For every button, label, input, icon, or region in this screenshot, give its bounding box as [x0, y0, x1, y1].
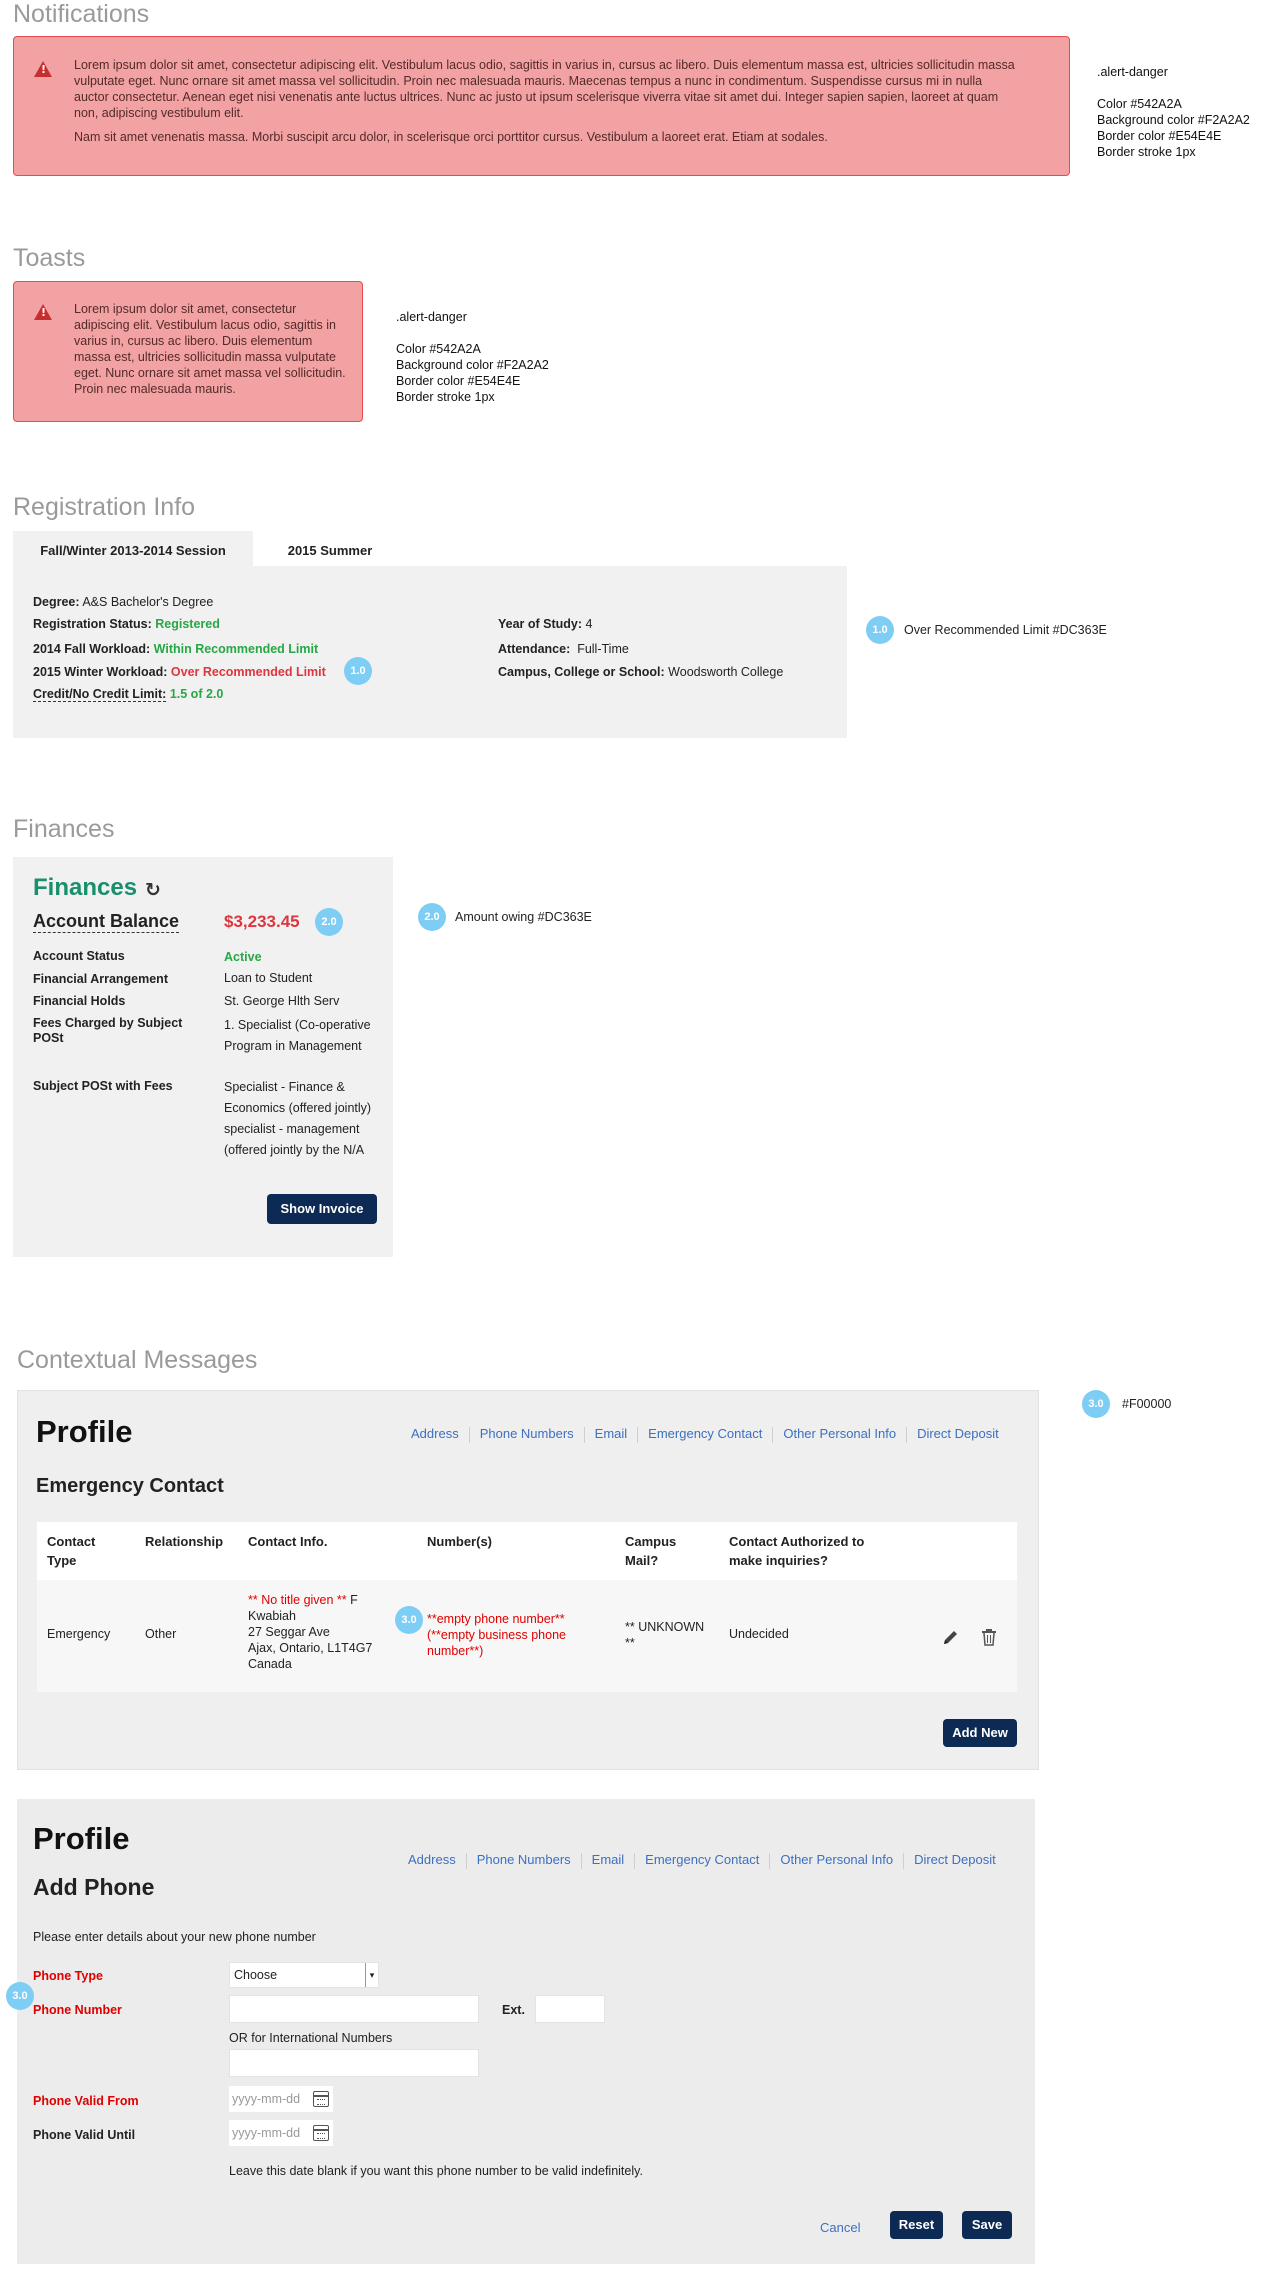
nav-direct-deposit[interactable]: Direct Deposit [917, 1426, 999, 1441]
attendance-value: Full-Time [577, 642, 629, 656]
nav-other-personal-info[interactable]: Other Personal Info [780, 1852, 894, 1867]
account-status-value: Active [224, 950, 262, 964]
emergency-contact-heading: Emergency Contact [36, 1475, 224, 1497]
tab-fall-winter[interactable]: Fall/Winter 2013-2014 Session [13, 531, 253, 567]
fall-workload-value: Within Recommended Limit [153, 642, 319, 656]
attendance-row [498, 642, 629, 656]
attendance-label: Attendance: [498, 642, 571, 656]
notification-alert [13, 36, 1070, 176]
profile-title-2: Profile [33, 1821, 130, 1856]
profile-add-phone-panel [17, 1799, 1035, 2264]
account-balance-value [224, 912, 300, 932]
toast-text: Lorem ipsum dolor sit amet, consectetur adipiscing elit. Vestibulum lacus odio, sagittis in varius in, cursus ac libero. Duis elementum massa est, ultricies sollicitudin massa vulputate eget. Nunc ornare sit amet massa vel sollicitudin. Proin nec malesuada mauris. [74, 302, 346, 396]
add-new-button[interactable]: Add New [943, 1719, 1017, 1747]
spec-border-color: Border color #E54E4E [1097, 129, 1222, 143]
fin-label-arrangement: Financial Arrangement [33, 972, 168, 986]
col-relationship: Relationship [145, 1534, 224, 1549]
status-row [33, 617, 220, 631]
badge-2-annotation: 2.0 [418, 903, 446, 931]
warning-icon [34, 304, 52, 320]
phone-type-selected: Choose [234, 1968, 278, 1982]
badge-1: 1.0 [344, 657, 372, 685]
notification-paragraph-2: Nam sit amet venenatis massa. Morbi suscipit arcu dolor, in scelerisque orci porttitor cursus. Vestibulum a laoreet erat. Etiam at sodales. [74, 130, 828, 144]
fall-workload-row [33, 642, 318, 656]
nav-email[interactable]: Email [594, 1426, 628, 1441]
spec-border-color: Border color #E54E4E [396, 374, 521, 388]
spec-border-stroke: Border stroke 1px [396, 390, 495, 404]
nav-direct-deposit[interactable]: Direct Deposit [914, 1852, 996, 1867]
spec-background: Background color #F2A2A2 [1097, 113, 1250, 127]
fin-label-subject-post: Subject POSt with Fees [33, 1079, 173, 1093]
ext-input[interactable] [535, 1995, 605, 2023]
intl-label: OR for International Numbers [229, 2031, 393, 2045]
section-title-toasts: Toasts [13, 244, 86, 272]
phone-type-select[interactable] [229, 1962, 379, 1988]
badge-3-form: 3.0 [6, 1982, 34, 2010]
nav-other-personal-info[interactable]: Other Personal Info [783, 1426, 897, 1441]
winter-workload-value: Over Recommended Limit [170, 665, 326, 679]
row-authorized: Undecided [729, 1627, 789, 1641]
fin-label-fees: Fees Charged by Subject POSt [33, 1016, 183, 1045]
nav-divider [581, 1853, 582, 1869]
spec-class-name: .alert-danger [396, 310, 467, 324]
nav-emergency-contact[interactable]: Emergency Contact [648, 1426, 763, 1441]
chevron-down-icon: ▾ [365, 1963, 378, 1987]
nav-divider [469, 1427, 470, 1443]
valid-from-label: Phone Valid From [33, 2094, 139, 2108]
save-button[interactable]: Save [962, 2211, 1012, 2239]
section-title-registration: Registration Info [13, 493, 196, 521]
add-phone-heading: Add Phone [33, 1874, 155, 1900]
nav-divider [772, 1427, 773, 1443]
badge-3-annotation: 3.0 [1082, 1390, 1110, 1418]
row-contact-type: Emergency [47, 1627, 111, 1641]
registration-annotation: Over Recommended Limit #DC363E [904, 623, 1107, 637]
fin-label-holds: Financial Holds [33, 994, 126, 1008]
fin-value-fees: 1. Specialist (Co-operative Program in Management [224, 1018, 371, 1053]
delete-icon[interactable] [981, 1628, 997, 1646]
row-campus-mail: ** UNKNOWN ** [625, 1620, 705, 1650]
finances-annotation: Amount owing #DC363E [455, 910, 592, 924]
nav-divider [466, 1853, 467, 1869]
nav-address[interactable]: Address [411, 1426, 459, 1441]
profile-title: Profile [36, 1414, 133, 1449]
spec-class-name: .alert-danger [1097, 65, 1168, 79]
col-contact-info: Contact Info. [248, 1534, 328, 1549]
fin-value-arrangement: Loan to Student [224, 971, 313, 985]
add-phone-intro: Please enter details about your new phone number [33, 1930, 316, 1944]
status-value: Registered [155, 617, 220, 631]
valid-until-placeholder: yyyy-mm-dd [232, 2126, 301, 2140]
spec-color: Color #542A2A [1097, 97, 1182, 111]
winter-workload-row [33, 665, 326, 679]
credit-row [33, 687, 223, 701]
row-relationship: Other [145, 1627, 177, 1641]
campus-label: Campus, College or School: [498, 665, 665, 679]
nav-phone-numbers[interactable]: Phone Numbers [476, 1852, 571, 1867]
valid-from-placeholder: yyyy-mm-dd [232, 2092, 301, 2106]
phone-number-input[interactable] [229, 1995, 479, 2023]
col-numbers: Number(s) [427, 1534, 493, 1549]
credit-value: 1.5 of 2.0 [169, 687, 224, 701]
section-title-notifications: Notifications [13, 0, 150, 28]
nav-divider [769, 1853, 770, 1869]
valid-until-note: Leave this date blank if you want this phone number to be valid indefinitely. [229, 2164, 643, 2178]
nav-divider [584, 1427, 585, 1443]
toast-alert [13, 281, 363, 422]
nav-email[interactable]: Email [591, 1852, 625, 1867]
nav-divider [903, 1853, 904, 1869]
tab-summer[interactable]: 2015 Summer [287, 543, 373, 558]
nav-divider [906, 1427, 907, 1443]
contact-info-address-2: Ajax, Ontario, L1T4G7 [248, 1641, 373, 1655]
warning-icon [34, 61, 52, 77]
profile-nav-1 [411, 1426, 999, 1443]
contact-info-address-1: 27 Seggar Ave [248, 1625, 330, 1639]
contact-info-address-3: Canada [248, 1657, 292, 1671]
refresh-icon[interactable]: ↻ [145, 879, 161, 901]
year-value: 4 [585, 617, 593, 631]
calendar-icon[interactable] [313, 2125, 329, 2141]
notification-spec [1097, 64, 1250, 160]
row-contact-info [248, 1592, 388, 1672]
fall-workload-label: 2014 Fall Workload: [33, 642, 151, 656]
fin-value-subject-post: Specialist - Finance & Economics (offered jointly) specialist - management (offered jointly by the N/A [224, 1080, 372, 1157]
valid-until-label: Phone Valid Until [33, 2128, 136, 2142]
row-numbers [427, 1611, 597, 1659]
spec-color: Color #542A2A [396, 342, 481, 356]
nav-address[interactable]: Address [408, 1852, 456, 1867]
profile-nav-2 [408, 1852, 996, 1869]
spec-background: Background color #F2A2A2 [396, 358, 549, 372]
badge-2: 2.0 [315, 908, 343, 936]
section-title-contextual: Contextual Messages [17, 1346, 258, 1374]
spec-border-stroke: Border stroke 1px [1097, 145, 1196, 159]
contact-info-name: F Kwabiah [248, 1593, 358, 1623]
campus-row [498, 665, 783, 679]
phone-type-label: Phone Type [33, 1969, 103, 1983]
col-campus-mail: Campus Mail? [625, 1534, 677, 1568]
nav-phone-numbers[interactable]: Phone Numbers [479, 1426, 574, 1441]
contextual-annotation: #F00000 [1122, 1397, 1172, 1411]
account-balance-label[interactable]: Account Balance [33, 911, 180, 931]
calendar-icon[interactable] [313, 2091, 329, 2107]
contact-info-error: ** No title given ** [248, 1593, 347, 1607]
section-title-finances: Finances [13, 815, 115, 843]
nav-emergency-contact[interactable]: Emergency Contact [645, 1852, 760, 1867]
finances-card-title: Finances [33, 874, 138, 901]
fin-value-account-status [224, 950, 262, 964]
degree-label: Degree: [33, 595, 80, 609]
nav-divider [637, 1427, 638, 1443]
edit-icon[interactable] [942, 1628, 960, 1646]
reset-button[interactable]: Reset [890, 2211, 943, 2239]
badge-1-annotation: 1.0 [866, 616, 894, 644]
cancel-link[interactable]: Cancel [820, 2220, 861, 2235]
notification-paragraph-1: Lorem ipsum dolor sit amet, consectetur adipiscing elit. Vestibulum lacus odio, sagittis in varius in, cursus ac libero. Duis elementum massa est, ultricies sollicitudin massa vulputate eget. Nunc ornare sit amet massa vel sollicitudin. Proin nec malesuada mauris. Maecenas tempus a nunc in condimentum. Suspendisse cursus mi in nulla auctor consectetur. Aenean eget nisi venenatis ante luctus ultrices. Nunc ac justo ut ipsum scelerisque viverra vitae sit amet dui. Integer sapien sapien, laoreet at quam non, adipiscing vestibulum elit. [74, 58, 1015, 120]
toast-spec [396, 309, 549, 405]
status-label: Registration Status: [33, 617, 152, 631]
intl-number-input[interactable] [229, 2049, 479, 2077]
numbers-error-2: (**empty business phone number**) [427, 1628, 566, 1658]
col-authorized: Contact Authorized to make inquiries? [729, 1534, 865, 1568]
numbers-error-1: **empty phone number** [427, 1612, 565, 1626]
badge-3-inline: 3.0 [395, 1606, 423, 1634]
account-balance-amount: $3,233.45 [224, 912, 300, 931]
col-contact-type: Contact Type [47, 1534, 96, 1568]
credit-label[interactable]: Credit/No Credit Limit: [33, 687, 167, 701]
phone-number-label: Phone Number [33, 2003, 122, 2017]
degree-value: A&S Bachelor's Degree [82, 595, 214, 609]
degree-row [33, 595, 213, 609]
year-row [498, 617, 592, 631]
winter-workload-label: 2015 Winter Workload: [33, 665, 168, 679]
fin-label-account-status: Account Status [33, 949, 125, 963]
fin-value-holds: St. George Hlth Serv [224, 994, 340, 1008]
year-label: Year of Study: [498, 617, 583, 631]
campus-value: Woodsworth College [668, 665, 784, 679]
ext-label: Ext. [502, 2003, 525, 2017]
nav-divider [634, 1853, 635, 1869]
show-invoice-button[interactable]: Show Invoice [267, 1194, 377, 1224]
